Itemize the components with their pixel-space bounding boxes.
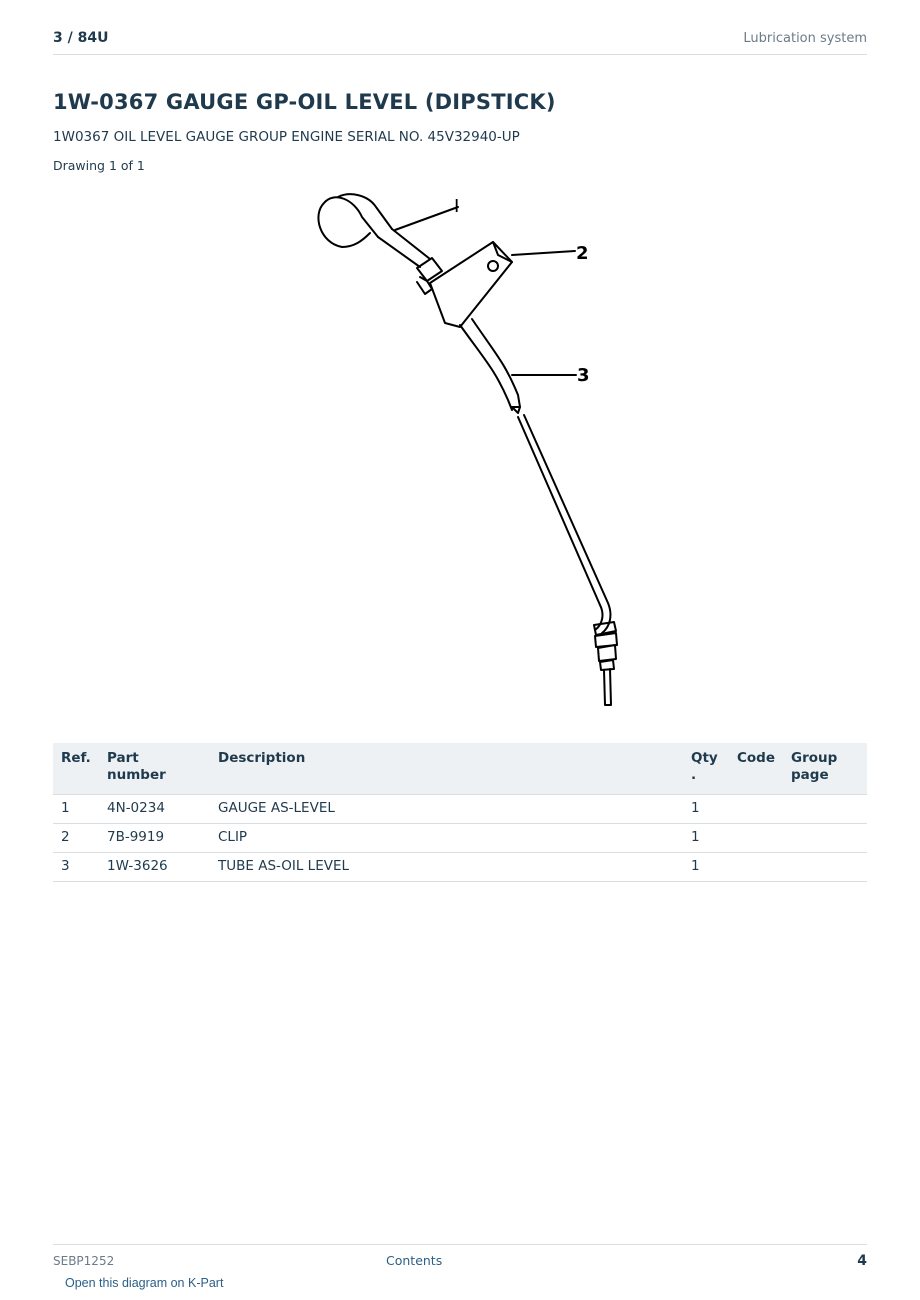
cell-description: TUBE AS-OIL LEVEL <box>210 853 683 882</box>
column-header-part-number: Part number <box>99 743 210 795</box>
column-header-qty: Qty . <box>683 743 729 795</box>
contents-link[interactable]: Contents <box>386 1253 443 1268</box>
cell-code <box>729 853 783 882</box>
column-header-code: Code <box>729 743 783 795</box>
tube-end <box>604 669 611 705</box>
cell-group-page <box>783 795 867 824</box>
callout-3: 3 <box>577 365 590 386</box>
callout-leader-1 <box>395 207 458 230</box>
table-row <box>53 853 867 882</box>
cell-description: GAUGE AS-LEVEL <box>210 795 683 824</box>
table-header-row <box>53 743 867 795</box>
cell-part-number: 1W-3626 <box>99 853 210 882</box>
callout-2: 2 <box>576 243 589 264</box>
cell-part-number: 4N-0234 <box>99 795 210 824</box>
cell-part-number: 7B-9919 <box>99 824 210 853</box>
cell-group-page <box>783 853 867 882</box>
dipstick-diagram <box>280 185 640 715</box>
cell-ref: 2 <box>53 824 99 853</box>
tube-lower <box>518 417 602 630</box>
cell-code <box>729 824 783 853</box>
document-id: SEBP1252 <box>53 1254 115 1268</box>
page-footer <box>53 1244 867 1275</box>
dipstick-upper-rod <box>378 237 420 267</box>
cell-description: CLIP <box>210 824 683 853</box>
column-header-group-page: Group page <box>783 743 867 795</box>
cell-qty: 1 <box>683 853 729 882</box>
table-row <box>53 824 867 853</box>
section-name: Lubrication system <box>743 31 867 46</box>
open-in-kpart-link[interactable]: Open this diagram on K-Part <box>65 1276 224 1290</box>
column-header-description: Description <box>210 743 683 795</box>
page-subtitle: 1W0367 OIL LEVEL GAUGE GROUP ENGINE SERIAL NO. 45V32940-UP <box>53 129 520 145</box>
column-header-ref: Ref. <box>53 743 99 795</box>
cell-ref: 3 <box>53 853 99 882</box>
page-reference: 3 / 84U <box>53 30 109 46</box>
cell-code <box>729 795 783 824</box>
table-row <box>53 795 867 824</box>
cell-qty: 1 <box>683 824 729 853</box>
page-title: 1W-0367 GAUGE GP-OIL LEVEL (DIPSTICK) <box>53 90 556 114</box>
page-number: 4 <box>857 1253 867 1269</box>
cell-group-page <box>783 824 867 853</box>
drawing-count: Drawing 1 of 1 <box>53 158 145 173</box>
callout-leader-2 <box>512 251 575 255</box>
cell-qty: 1 <box>683 795 729 824</box>
parts-table <box>53 743 867 882</box>
cell-ref: 1 <box>53 795 99 824</box>
dipstick-handle-loop <box>318 197 378 247</box>
callout-1: I <box>454 196 460 217</box>
page-header <box>53 28 867 55</box>
